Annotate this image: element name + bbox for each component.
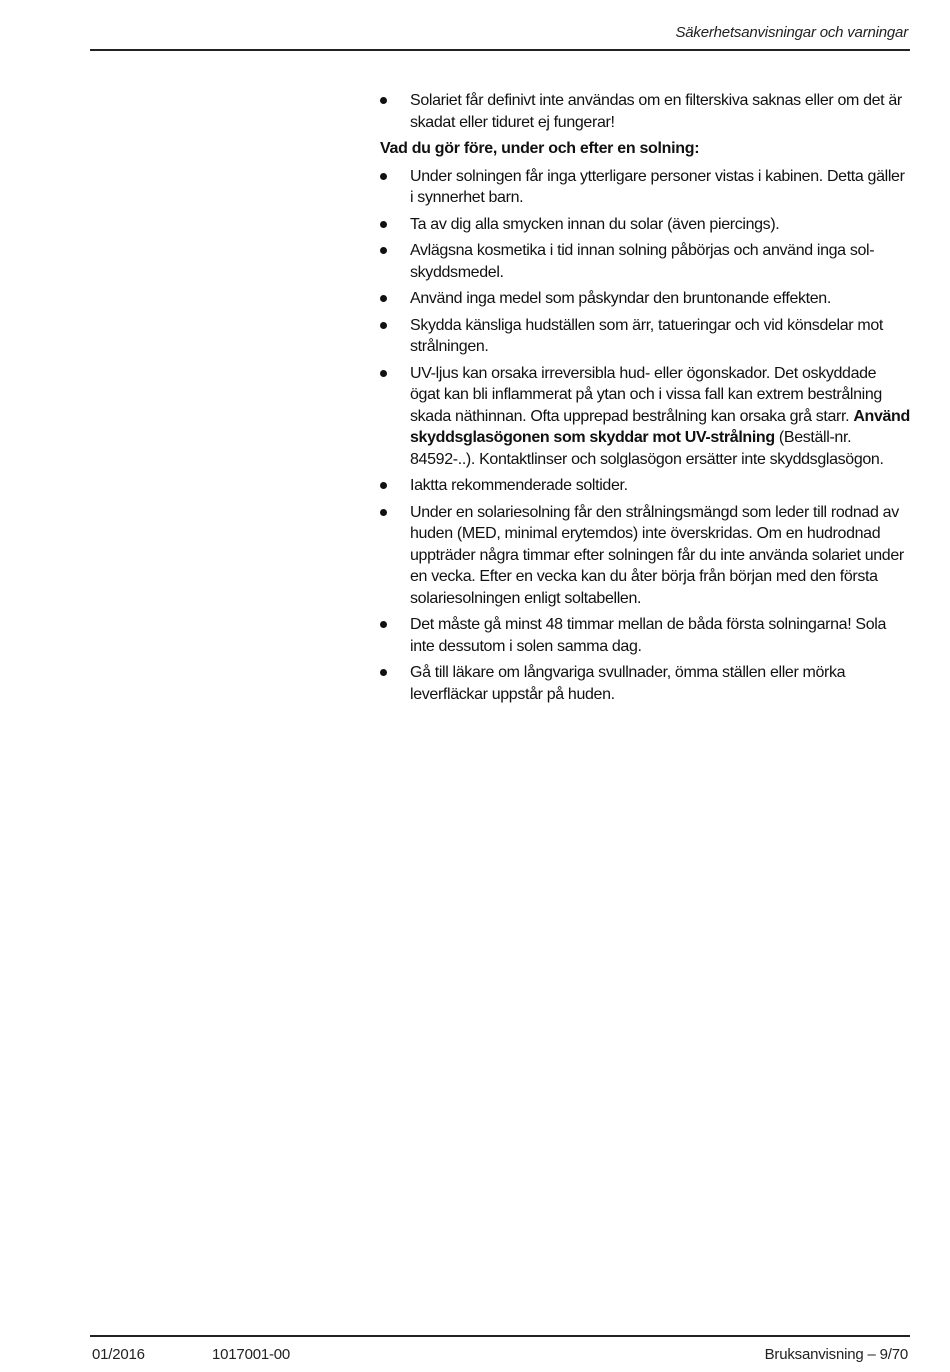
bullet-icon: [380, 482, 387, 489]
list-item: [380, 662, 910, 705]
subheading: Vad du gör före, under och efter en solning:: [380, 140, 700, 157]
bullet-icon: [380, 509, 387, 516]
bullet-icon: [380, 97, 387, 104]
list-item-text: (Beställ-nr. 84592-..). Kontaktlinser och solglasögon ersätter inte skyddsglasögon.: [410, 429, 884, 468]
list-item-text: Solariet får definivt inte användas om en filterskiva saknas eller om det är skadat eller tiduret ej fungerar!: [410, 92, 902, 131]
list-item-text: Under solningen får inga ytterligare personer vistas i kabinen. Detta gäller i synnerhet barn.: [410, 167, 905, 206]
list-item-text: Använd inga medel som påskyndar den bruntonande effekten.: [410, 290, 831, 307]
bullet-icon: [380, 173, 387, 180]
bullet-icon: [380, 247, 387, 254]
section-title: Säkerhetsanvisningar och varningar: [675, 24, 908, 41]
list-item: [380, 90, 910, 133]
bullet-icon: [380, 221, 387, 228]
list-item: [380, 363, 910, 471]
bullet-icon: [380, 370, 387, 377]
footer-date: 01/2016: [92, 1346, 145, 1363]
list-item: [380, 166, 910, 209]
list-item: [380, 288, 910, 310]
list-item: [380, 502, 910, 610]
bullet-icon: [380, 669, 387, 676]
list-item: [380, 214, 910, 236]
list-item-text: Skydda känsliga hudställen som ärr, tatueringar och vid könsdelar mot strålningen.: [410, 316, 884, 355]
list-item-text: Avlägsna kosmetika i tid innan solning påbörjas och använd inga sol-skyddsmedel.: [410, 242, 875, 281]
list-item-bold-text: Använd skyddsglasögonen som skyddar mot UV-strålning: [410, 407, 910, 446]
list-item-text: Gå till läkare om långvariga svullnader, ömma ställen eller mörka leverfläckar uppstår på huden.: [410, 664, 846, 703]
instructions-list: [380, 166, 910, 706]
page-header: [90, 0, 910, 51]
list-item: [380, 614, 910, 657]
bullet-icon: [380, 621, 387, 628]
list-item: [380, 315, 910, 358]
intro-list: [380, 90, 910, 133]
list-item-text: Ta av dig alla smycken innan du solar (även piercings).: [410, 215, 780, 233]
list-item-text: Under en solariesolning får den strålningsmängd som leder till rodnad av huden (MED, minimal erytemdos) inte överskridas. Om en hudrodnad uppträder några timmar efter solningen får du inte använda solariet under en vecka. Efter en vecka kan du åter börja från början med den första solariesolningen enligt soltabellen.: [410, 503, 904, 607]
page-footer: [90, 1335, 910, 1372]
list-item: [380, 240, 910, 283]
list-item: [380, 475, 910, 497]
bullet-icon: [380, 322, 387, 329]
list-item-text: UV-ljus kan orsaka irreversibla hud- eller ögonskador. Det oskyddade ögat kan bli inflammerat på ytan och i vissa fall kan extrem bestrålning skada näthinnan. Ofta upprepad bestrålning kan orsaka grå starr.: [410, 364, 882, 425]
list-item-text: Det måste gå minst 48 timmar mellan de båda första solningarna! Sola inte dessutom i solen samma dag.: [410, 616, 887, 655]
footer-doc-number: 1017001-00: [212, 1346, 291, 1363]
list-item-text: Iaktta rekommenderade soltider.: [410, 477, 628, 494]
bullet-icon: [380, 295, 387, 302]
footer-page-info: Bruksanvisning – 9/70: [764, 1346, 908, 1363]
main-content: [380, 90, 910, 710]
